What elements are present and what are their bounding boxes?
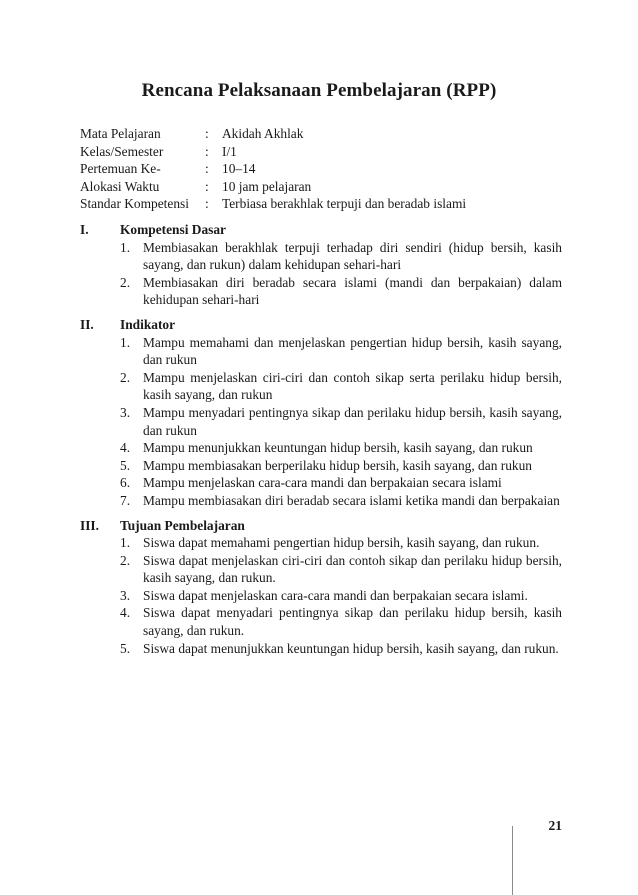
list-item (80, 369, 562, 404)
section-number: II. (80, 316, 94, 332)
section-kompetensi-dasar (80, 221, 562, 309)
list-item (80, 239, 562, 274)
section-tujuan-pembelajaran (80, 517, 562, 658)
meta-colon: : (205, 196, 209, 212)
meta-label: Mata Pelajaran (80, 126, 161, 141)
item-text: Membiasakan diri beradab secara islami (mandi dan berpakaian) dalam kehidupan sehari-hari (143, 274, 562, 308)
meta-row-standar-kompetensi (80, 195, 580, 213)
meta-value: I/1 (222, 143, 237, 159)
item-text: Mampu menunjukkan keuntungan hidup bersih, kasih sayang, dan rukun (143, 440, 533, 456)
meta-value: 10–14 (222, 161, 256, 177)
meta-value: 10 jam pelajaran (222, 178, 312, 194)
list-item (80, 552, 562, 587)
list-item (80, 534, 562, 552)
meta-row-mata-pelajaran (80, 125, 580, 143)
list-item (80, 640, 562, 658)
meta-colon: : (205, 178, 209, 194)
list-item (80, 604, 562, 639)
item-number: 6. (120, 475, 131, 491)
item-number: 3. (120, 587, 131, 603)
section-indikator (80, 316, 562, 510)
list-item (80, 587, 562, 605)
item-text: Siswa dapat menjelaskan ciri-ciri dan contoh sikap dan perilaku hidup bersih, kasih sayang, dan rukun. (143, 552, 562, 586)
item-text: Mampu menjelaskan cara-cara mandi dan berpakaian secara islami (143, 475, 502, 491)
item-number: 2. (120, 369, 131, 385)
item-text: Mampu menjelaskan ciri-ciri dan contoh sikap serta perilaku hidup bersih, kasih sayang, dan rukun (143, 369, 562, 403)
item-number: 2. (120, 552, 131, 568)
item-text: Mampu memahami dan menjelaskan pengertian hidup bersih, kasih sayang, dan rukun (143, 334, 562, 368)
section-number: I. (80, 222, 89, 237)
item-number: 5. (120, 640, 131, 656)
meta-row-kelas-semester (80, 143, 580, 161)
page-number: 21 (548, 818, 562, 833)
item-text: Siswa dapat menunjukkan keuntungan hidup bersih, kasih sayang, dan rukun. (143, 640, 559, 656)
list-item (80, 439, 562, 457)
sections (80, 221, 562, 664)
list-item (80, 474, 562, 492)
section-title: Indikator (120, 316, 176, 332)
item-number: 5. (120, 457, 131, 473)
meta-value: Akidah Akhlak (222, 126, 304, 141)
meta-label: Pertemuan Ke- (80, 161, 161, 177)
item-text: Siswa dapat menjelaskan cara-cara mandi dan berpakaian secara islami. (143, 587, 528, 603)
section-heading (80, 316, 562, 334)
list-item (80, 274, 562, 309)
list-item (80, 457, 562, 475)
meta-colon: : (205, 143, 209, 159)
meta-colon: : (205, 126, 209, 141)
list-item (80, 492, 562, 510)
page-title: Rencana Pelaksanaan Pembelajaran (RPP) (141, 80, 497, 101)
item-list (80, 239, 562, 309)
item-number: 3. (120, 404, 131, 420)
item-text: Membiasakan berakhlak terpuji terhadap diri sendiri (hidup bersih, kasih sayang, dan rukun) dalam kehidupan sehari-hari (143, 239, 562, 273)
page-margin-rule (512, 826, 513, 895)
section-title: Tujuan Pembelajaran (120, 517, 245, 533)
section-title: Kompetensi Dasar (120, 222, 227, 237)
item-number: 7. (120, 492, 131, 508)
meta-row-alokasi-waktu (80, 178, 580, 196)
meta-label: Kelas/Semester (80, 143, 164, 159)
meta-table (80, 125, 580, 213)
item-number: 1. (120, 535, 131, 551)
item-text: Siswa dapat memahami pengertian hidup bersih, kasih sayang, dan rukun. (143, 535, 540, 551)
list-item (80, 334, 562, 369)
meta-label: Alokasi Waktu (80, 178, 160, 194)
item-text: Siswa dapat menyadari pentingnya sikap dan perilaku hidup bersih, kasih sayang, dan rukun. (143, 605, 562, 639)
item-number: 4. (120, 440, 131, 456)
item-number: 4. (120, 605, 131, 621)
item-text: Mampu membiasakan diri beradab secara islami ketika mandi dan berpakaian (143, 492, 560, 508)
meta-colon: : (205, 161, 209, 177)
meta-label: Standar Kompetensi (80, 196, 189, 212)
list-item (80, 404, 562, 439)
item-text: Mampu membiasakan berperilaku hidup bersih, kasih sayang, dan rukun (143, 457, 532, 473)
meta-row-pertemuan (80, 160, 580, 178)
item-number: 1. (120, 239, 131, 255)
section-number: III. (80, 517, 99, 533)
item-number: 2. (120, 274, 131, 290)
item-text: Mampu menyadari pentingnya sikap dan perilaku hidup bersih, kasih sayang, dan rukun (143, 404, 562, 438)
item-list (80, 534, 562, 657)
meta-value: Terbiasa berakhlak terpuji dan beradab islami (222, 196, 467, 212)
item-number: 1. (120, 334, 131, 350)
section-heading (80, 221, 562, 239)
section-heading (80, 517, 562, 535)
item-list (80, 334, 562, 510)
